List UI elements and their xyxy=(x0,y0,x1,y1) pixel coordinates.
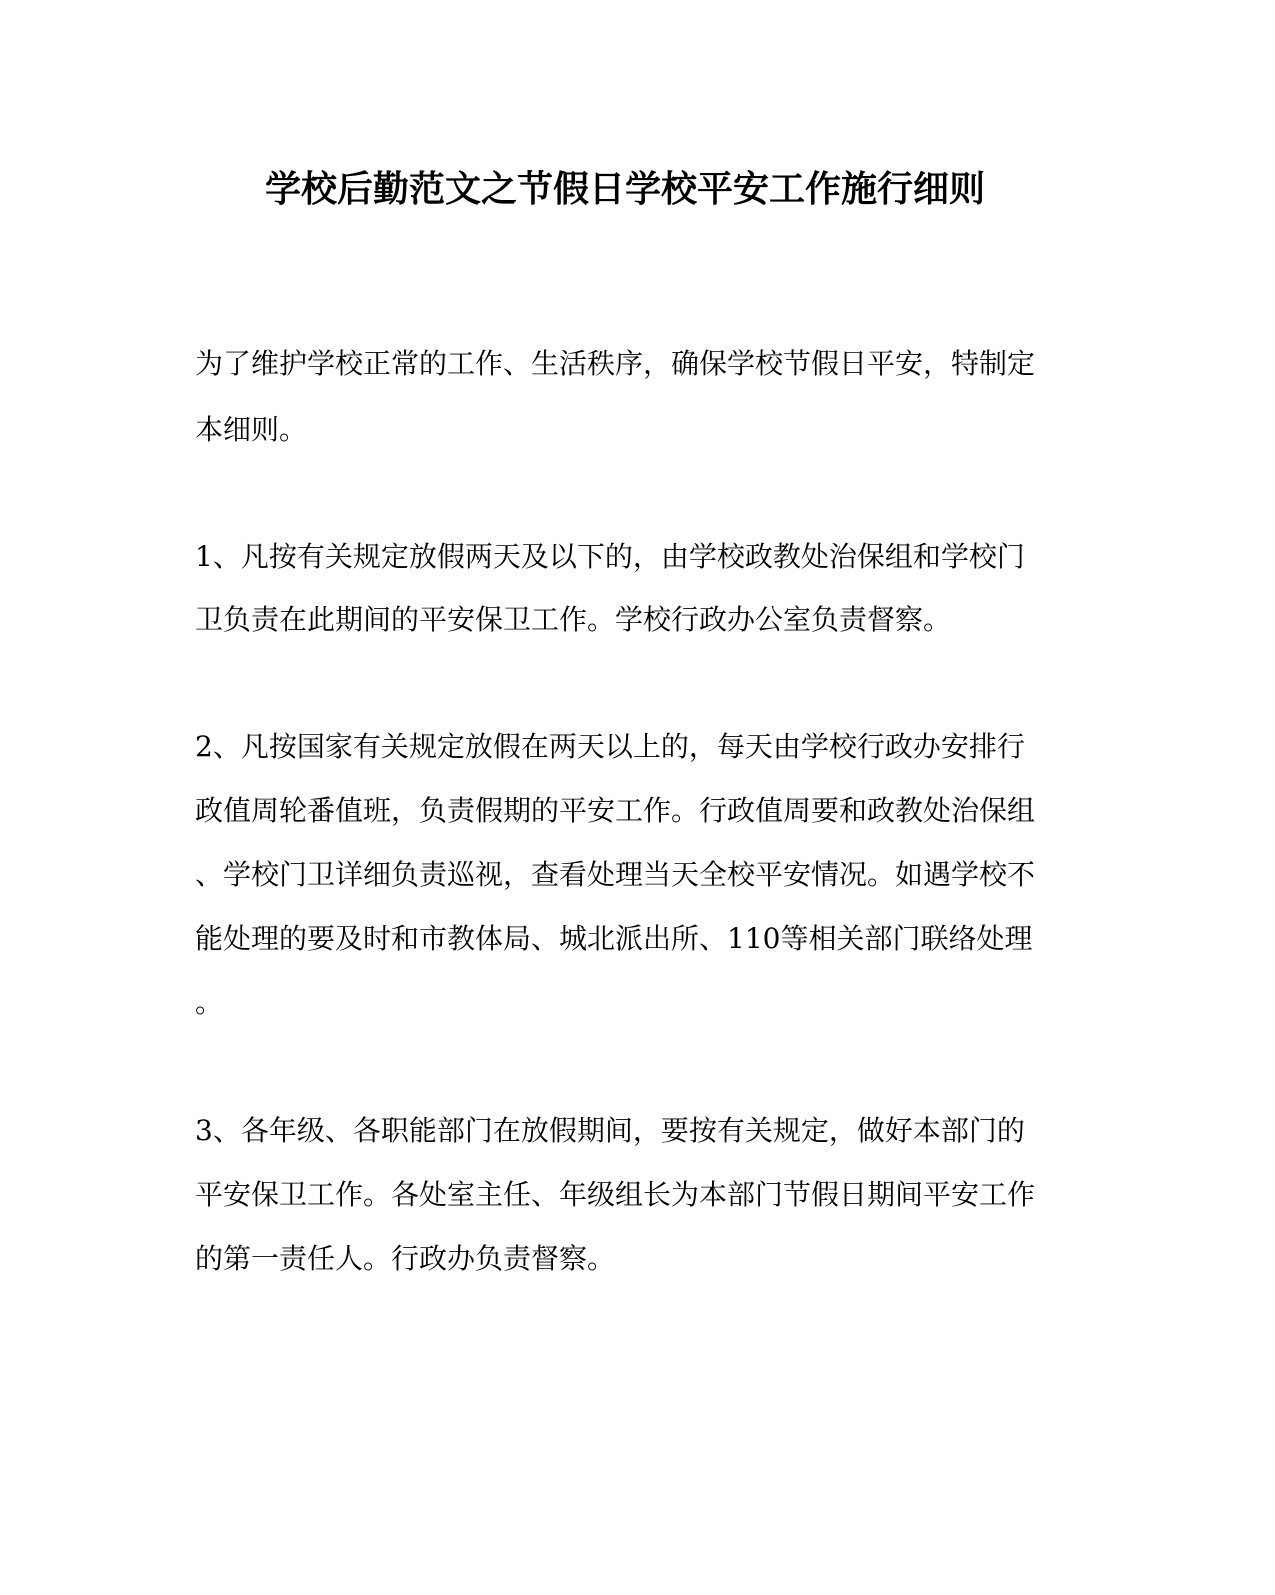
document-title: 学校后勤范文之节假日学校平安工作施行细则 xyxy=(264,168,985,210)
paragraph-3-line-2: 政值周轮番值班，负责假期的平安工作。行政值周要和政教处治保组 xyxy=(195,794,1036,827)
paragraph-3-line-1: 2、凡按国家有关规定放假在两天以上的，每天由学校行政办安排行 xyxy=(195,730,1025,763)
paragraph-1-line-2: 本细则。 xyxy=(195,413,308,446)
paragraph-1-line-1: 为了维护学校正常的工作、生活秩序，确保学校节假日平安，特制定 xyxy=(195,347,1036,380)
paragraph-2-line-1: 1、凡按有关规定放假两天及以下的，由学校政教处治保组和学校门 xyxy=(195,540,1025,573)
paragraph-4-line-1: 3、各年级、各职能部门在放假期间，要按有关规定，做好本部门的 xyxy=(195,1114,1025,1147)
paragraph-3-line-4: 能处理的要及时和市教体局、城北派出所、110等相关部门联络处理 xyxy=(195,922,1033,955)
paragraph-3-line-5: 。 xyxy=(195,986,224,1019)
paragraph-3-line-3: 、学校门卫详细负责巡视，查看处理当天全校平安情况。如遇学校不 xyxy=(195,858,1036,891)
paragraph-4-line-3: 的第一责任人。行政办负责督察。 xyxy=(195,1242,616,1275)
paragraph-2-line-2: 卫负责在此期间的平安保卫工作。学校行政办公室负责督察。 xyxy=(195,603,952,636)
paragraph-4-line-2: 平安保卫工作。各处室主任、年级组长为本部门节假日期间平安工作 xyxy=(195,1178,1036,1211)
